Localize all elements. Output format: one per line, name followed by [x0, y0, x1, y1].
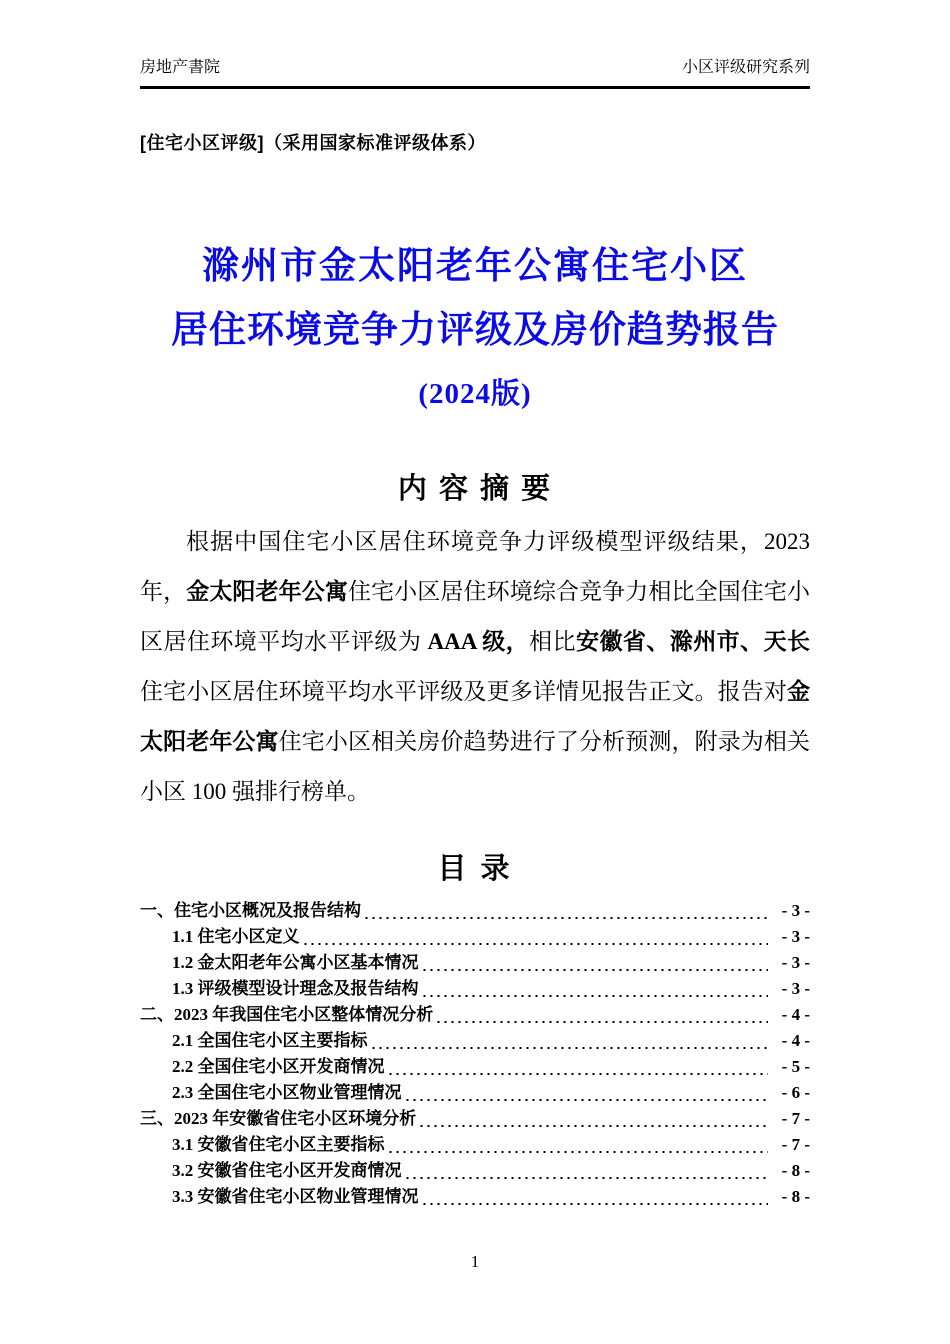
toc-entry: [140, 1054, 810, 1080]
abstract-text: 住宅小区居住环境综合竞争力相比全国住宅小区居住环境平均水平评级为: [140, 579, 811, 655]
toc-entry: [140, 1184, 810, 1210]
toc-entry: [140, 976, 810, 1002]
toc-entry-page: - 4 -: [781, 1031, 810, 1051]
rating-tag-line: [住宅小区评级]（采用国家标准评级体系）: [140, 133, 486, 154]
toc-entry: [140, 1106, 810, 1132]
toc-dotted-leader: [404, 1089, 769, 1106]
abstract-text: 根据中国住宅小区居住环境竞争力评级模型评级结果，2023 年，: [140, 529, 810, 605]
footer-page-number: 1: [470, 1252, 480, 1271]
toc-dotted-leader: [370, 1037, 769, 1054]
toc-entry-page: - 5 -: [781, 1057, 810, 1077]
toc-dotted-leader: [363, 907, 768, 924]
toc-entry-label: 3.1 安徽省住宅小区主要指标: [172, 1135, 385, 1155]
toc-entry: [140, 1002, 810, 1028]
toc-dotted-leader: [387, 1063, 769, 1080]
toc-entry-page: - 8 -: [781, 1187, 810, 1207]
header-left-text: 房地产書院: [140, 59, 221, 76]
toc-entry-page: - 6 -: [781, 1083, 810, 1103]
report-title-block: [0, 248, 950, 409]
abstract-text: 相比: [529, 629, 577, 655]
toc-dotted-leader: [421, 959, 769, 976]
abstract-paragraph: [140, 517, 810, 817]
toc-dotted-leader: [404, 1167, 769, 1184]
toc-entry-label: 一、住宅小区概况及报告结构: [140, 901, 361, 921]
toc-entry-page: - 3 -: [781, 901, 810, 921]
toc-entry-label: 2.1 全国住宅小区主要指标: [172, 1031, 368, 1051]
toc-entry-page: - 3 -: [781, 927, 810, 947]
abstract-bold-text: 金太阳老年公寓: [140, 679, 810, 755]
toc-entry-label: 1.2 金太阳老年公寓小区基本情况: [172, 953, 419, 973]
toc-entry-page: - 7 -: [781, 1135, 810, 1155]
toc-dotted-leader: [421, 1193, 769, 1210]
report-title-line2: 居住环境竞争力评级及房价趋势报告: [171, 310, 779, 352]
toc-entry-label: 1.1 住宅小区定义: [172, 927, 300, 947]
toc-entry: [140, 1158, 810, 1184]
toc-entry-label: 二、2023 年我国住宅小区整体情况分析: [140, 1005, 434, 1025]
toc-entry-page: - 3 -: [781, 953, 810, 973]
toc-entry-page: - 3 -: [781, 979, 810, 999]
toc-heading: 目 录: [437, 853, 513, 886]
toc-entry: [140, 1028, 810, 1054]
toc-entry-page: - 8 -: [781, 1161, 810, 1181]
toc-list: [140, 898, 810, 1210]
abstract-bold-text: 安徽省、滁州市、天长: [576, 629, 811, 655]
toc-entry: [140, 924, 810, 950]
toc-entry-label: 三、2023 年安徽省住宅小区环境分析: [140, 1109, 417, 1129]
toc-dotted-leader: [387, 1141, 769, 1158]
toc-dotted-leader: [435, 1011, 768, 1028]
toc-entry-label: 3.2 安徽省住宅小区开发商情况: [172, 1161, 402, 1181]
abstract-bold-text: AAA 级，: [427, 629, 530, 655]
header-right-text: 小区评级研究系列: [681, 59, 810, 76]
toc-entry: [140, 898, 810, 924]
abstract-heading: 内 容 摘 要: [397, 473, 553, 506]
toc-entry-label: 1.3 评级模型设计理念及报告结构: [172, 979, 419, 999]
toc-entry-page: - 7 -: [781, 1109, 810, 1129]
toc-entry-label: 2.2 全国住宅小区开发商情况: [172, 1057, 385, 1077]
abstract-text: 住宅小区相关房价趋势进行了分析预测，附录为相关小区 100 强排行榜单。: [140, 729, 811, 805]
toc-entry: [140, 950, 810, 976]
report-title-line1: 滁州市金太阳老年公寓住宅小区: [202, 246, 748, 288]
toc-entry-label: 3.3 安徽省住宅小区物业管理情况: [172, 1187, 419, 1207]
toc-entry: [140, 1080, 810, 1106]
abstract-text: 住宅小区居住环境平均水平评级及更多详情见报告正文。报告对: [140, 679, 787, 705]
page-header: [140, 58, 810, 89]
report-title-edition: (2024版): [418, 378, 532, 411]
toc-entry-page: - 4 -: [781, 1005, 810, 1025]
abstract-bold-text: 金太阳老年公寓: [186, 579, 348, 605]
toc-dotted-leader: [302, 933, 769, 950]
toc-entry: [140, 1132, 810, 1158]
toc-entry-label: 2.3 全国住宅小区物业管理情况: [172, 1083, 402, 1103]
toc-dotted-leader: [421, 985, 769, 1002]
toc-dotted-leader: [418, 1115, 768, 1132]
